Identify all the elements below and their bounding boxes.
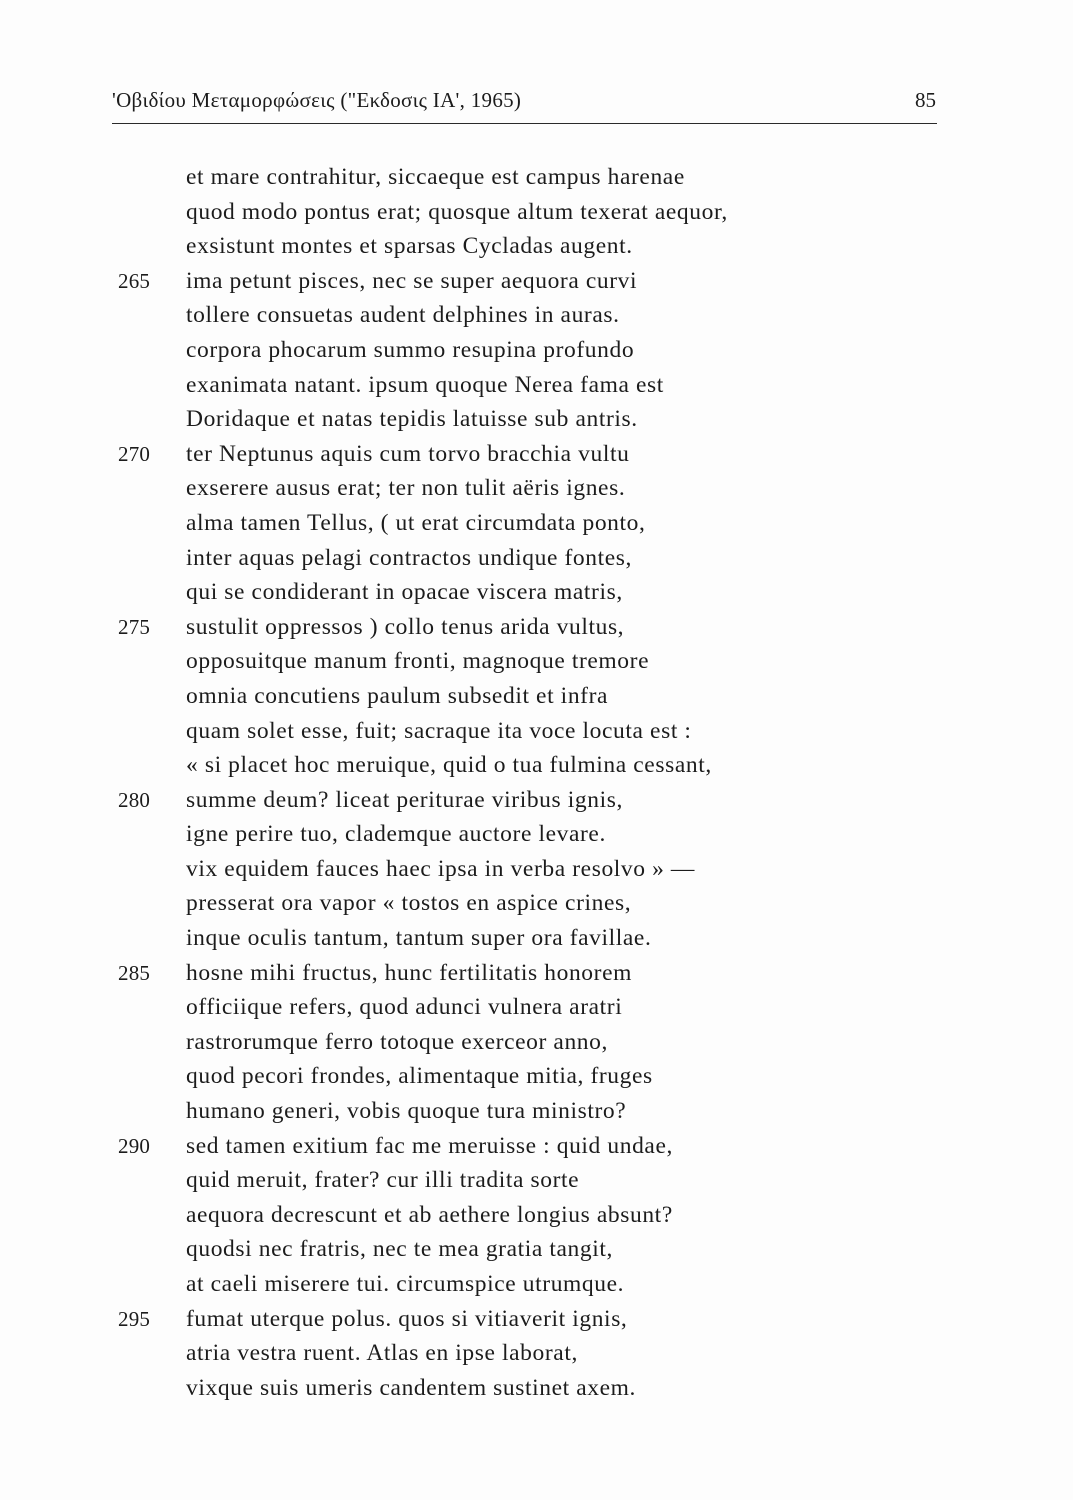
- verse-text: rastrorumque ferro totoque exerceor anno,: [186, 1028, 608, 1055]
- verse-text: exanimata natant. ipsum quoque Nerea fama est: [186, 371, 664, 398]
- verse-text: sed tamen exitium fac me meruisse : quid undae,: [186, 1132, 673, 1159]
- verse-line: [0, 817, 1073, 852]
- verse-text: et mare contrahitur, siccaeque est campus harenae: [186, 164, 685, 190]
- verse-line: [0, 1267, 1073, 1302]
- verse-line: [0, 160, 1073, 195]
- verse-text: inque oculis tantum, tantum super ora favillae.: [186, 925, 652, 952]
- verse-line: [0, 679, 1073, 714]
- verse-line: [0, 298, 1073, 333]
- verse-text: atria vestra ruent. Atlas en ipse laborat,: [186, 1340, 578, 1367]
- verse-text: quam solet esse, fuit; sacraque ita voce locuta est :: [186, 717, 692, 744]
- verse-text: omnia concutiens paulum subsedit et infra: [186, 682, 609, 709]
- verse-line: [0, 402, 1073, 437]
- verse-line: [0, 1163, 1073, 1198]
- verse-text: officiique refers, quod adunci vulnera aratri: [186, 994, 623, 1021]
- verse-line: [0, 1129, 1073, 1164]
- line-number: 275: [118, 614, 151, 639]
- verse-line: [0, 1198, 1073, 1233]
- line-number: 290: [118, 1133, 151, 1158]
- page-number: 85: [915, 88, 936, 112]
- line-number: 265: [118, 268, 151, 293]
- verse-text: qui se condiderant in opacae viscera matris,: [186, 579, 623, 606]
- verse-text: opposuitque manum fronti, magnoque tremore: [186, 648, 650, 675]
- verse-line: [0, 886, 1073, 921]
- verse-text: ter Neptunus aquis cum torvo bracchia vultu: [186, 440, 630, 467]
- verse-line: [0, 956, 1073, 991]
- verse-text: sustulit oppressos ) collo tenus arida vultus,: [186, 613, 625, 640]
- verse-line: [0, 852, 1073, 887]
- verse-line: [0, 195, 1073, 230]
- verse-text: presserat ora vapor « tostos en aspice crines,: [186, 890, 632, 917]
- verse-text: quid meruit, frater? cur illi tradita sorte: [186, 1167, 580, 1194]
- line-number: 270: [118, 441, 151, 466]
- poem-text: [0, 160, 1073, 1405]
- verse-text: corpora phocarum summo resupina profundo: [186, 336, 635, 363]
- verse-text: igne perire tuo, clademque auctore levare.: [186, 821, 606, 848]
- verse-text: tollere consuetas audent delphines in auras.: [186, 302, 620, 329]
- verse-line: [0, 610, 1073, 645]
- verse-line: [0, 368, 1073, 403]
- running-head: 'Οβιδίου Μεταμορφώσεις ("Εκδοσις ΙΑ', 1965): [112, 88, 522, 112]
- verse-line: [0, 506, 1073, 541]
- verse-text: quod pecori frondes, alimentaque mitia, fruges: [186, 1063, 653, 1090]
- verse-line: [0, 437, 1073, 472]
- verse-line: [0, 229, 1073, 264]
- verse-text: Doridaque et natas tepidis latuisse sub antris.: [186, 406, 638, 433]
- verse-line: [0, 644, 1073, 679]
- verse-line: [0, 575, 1073, 610]
- verse-line: [0, 541, 1073, 576]
- verse-text: quodsi nec fratris, nec te mea gratia tangit,: [186, 1236, 613, 1263]
- verse-text: summe deum? liceat periturae viribus ignis,: [186, 786, 623, 813]
- verse-line: [0, 1232, 1073, 1267]
- verse-line: [0, 264, 1073, 299]
- verse-text: ima petunt pisces, nec se super aequora curvi: [186, 267, 638, 294]
- verse-line: [0, 714, 1073, 749]
- verse-text: quod modo pontus erat; quosque altum texerat aequor,: [186, 198, 728, 225]
- verse-text: humano generi, vobis quoque tura ministro?: [186, 1098, 627, 1125]
- verse-line: [0, 1336, 1073, 1371]
- verse-text: vixque suis umeris candentem sustinet axem.: [186, 1374, 637, 1401]
- line-number: 280: [118, 787, 151, 812]
- verse-line: [0, 471, 1073, 506]
- verse-line: [0, 921, 1073, 956]
- verse-line: [0, 1025, 1073, 1060]
- verse-text: exsistunt montes et sparsas Cycladas augent.: [186, 233, 633, 260]
- verse-text: inter aquas pelagi contractos undique fontes,: [186, 544, 632, 571]
- verse-text: fumat uterque polus. quos si vitiaverit ignis,: [186, 1305, 628, 1332]
- verse-line: [0, 1302, 1073, 1337]
- verse-text: exserere ausus erat; ter non tulit aëris ignes.: [186, 475, 626, 502]
- line-number: 295: [118, 1306, 151, 1331]
- verse-line: [0, 1371, 1073, 1406]
- verse-text: « si placet hoc meruique, quid o tua fulmina cessant,: [186, 752, 712, 779]
- verse-line: [0, 1094, 1073, 1129]
- verse-line: [0, 333, 1073, 368]
- verse-line: [0, 748, 1073, 783]
- header-rule: [112, 123, 937, 124]
- verse-line: [0, 1059, 1073, 1094]
- line-number: 285: [118, 960, 151, 985]
- verse-text: vix equidem fauces haec ipsa in verba resolvo » —: [186, 855, 696, 882]
- verse-line: [0, 783, 1073, 818]
- verse-text: at caeli miserere tui. circumspice utrumque.: [186, 1271, 625, 1297]
- verse-text: aequora decrescunt et ab aethere longius absunt?: [186, 1201, 673, 1228]
- verse-line: [0, 990, 1073, 1025]
- verse-text: alma tamen Tellus, ( ut erat circumdata ponto,: [186, 509, 646, 536]
- verse-text: hosne mihi fructus, hunc fertilitatis honorem: [186, 959, 632, 986]
